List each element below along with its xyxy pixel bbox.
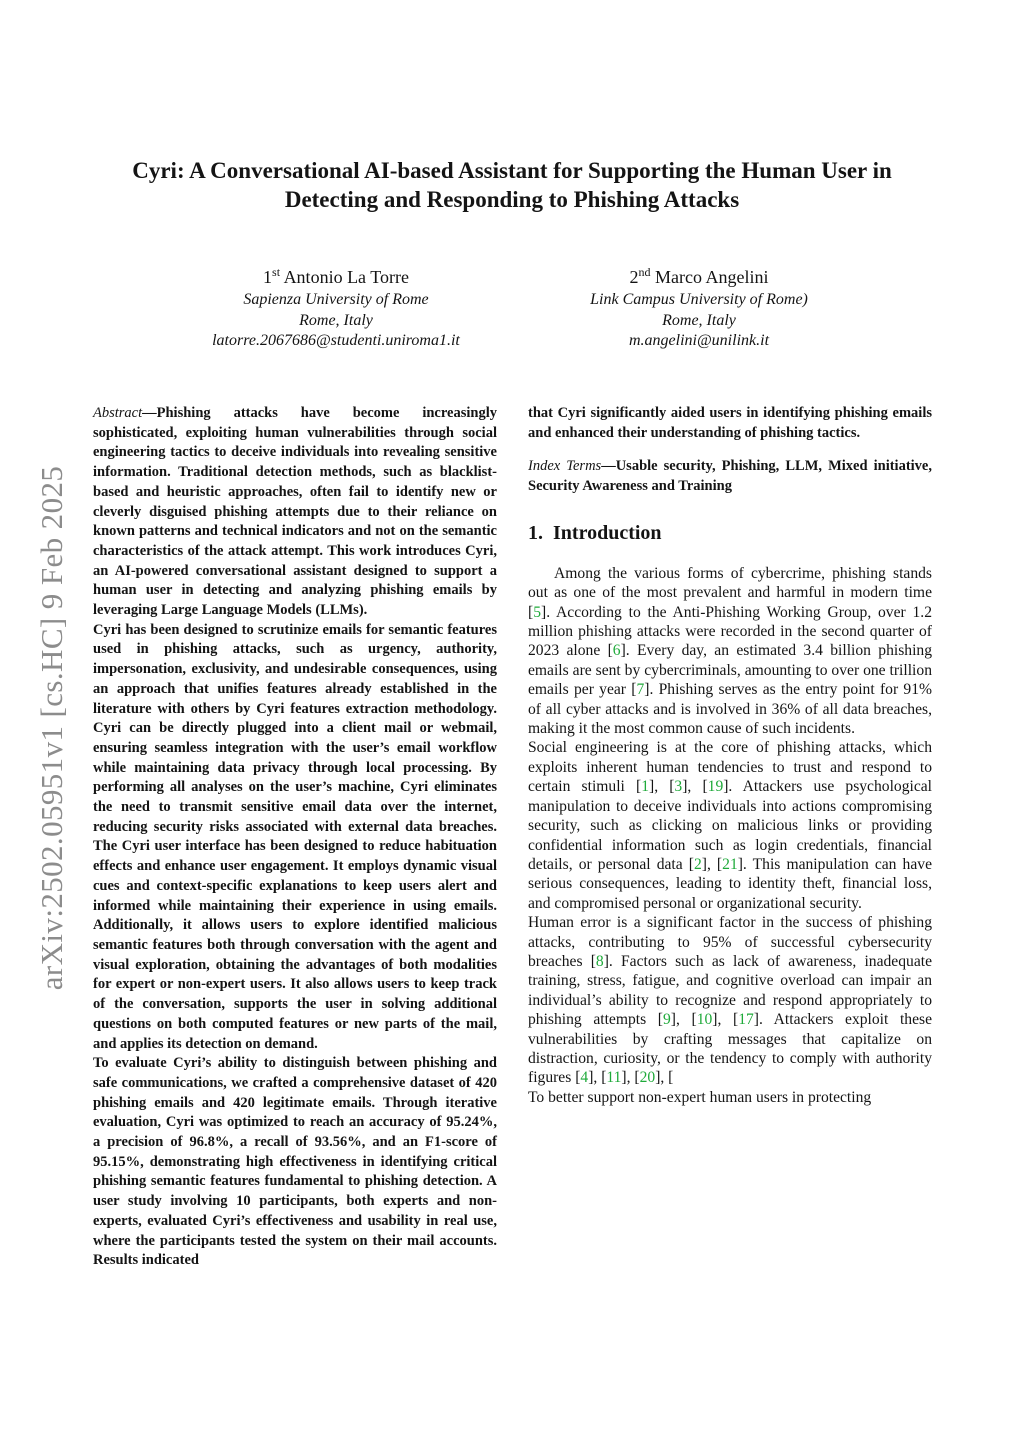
author-name-line: 1st Antonio La Torre: [263, 265, 409, 287]
section-heading: 1. Introduction: [528, 521, 662, 544]
abstract-paragraph-2: Cyri has been designed to scrutinize emails for semantic features used in phishing attacks, such as urgency, authority, impersonation, exclusivity, and undesirable consequences, using an approach that unifies features already established in the literature with others by Cyri features extraction methodology. Cyri can be directly plugged into a client mail or webmail, ensuring seamless integration with the user’s email workflow while maintaining data privacy through local processing. By performing all analyses on the user’s machine, Cyri eliminates the need to transmit sensitive email data over the internet, reducing security risks associated with external data breaches. The Cyri user interface has been designed to reduce habituation effects and enhance user engagement. It employs dynamic visual cues and context-specific explanations to keep users alert and informed while maintaining their experience in using emails. Additionally, it allows users to explore identified malicious semantic features both through conversation with the agent and visual exploration, obtaining the advantages of both modalities for expert or non-expert users. It also allows users to keep track of the conversation, supports the user in solving additional questions on both computed features or new parts of the mail, and applies its detection on demand.: [93, 621, 497, 1052]
intro-paragraph-1: Among the various forms of cybercrime, phishing stands out as one of the most prevalent and harmful in modern time [5]. According to the Anti-Phishing Working Group, over 1.2 million phishing attacks were recorded in the second quarter of 2023 alone [6]. Every day, an estimated 3.4 billion phishing emails are sent by cybercriminals, amounting to over one trillion emails per year [7]. Phishing serves as the entry point for 91% of all cyber attacks and is involved in 36% of all data breaches, making it the most common cause of such incidents.: [528, 564, 932, 738]
author-email: latorre.2067686@studenti.uniroma1.it: [212, 332, 460, 349]
author-affiliation: Sapienza University of Rome: [243, 291, 429, 308]
left-column: [93, 404, 497, 1271]
abstract-paragraph-1: Abstract—Phishing attacks have become increasingly sophisticated, exploiting human vulnerabilities through social engineering tactics to deceive individuals into revealing sensitive information. Traditional detection methods, such as blacklist-based and heuristic approaches, often fail to identify new or cleverly disguised phishing attempts due to their reliance on known patterns and technical indicators and not on the semantic characteristics of the attack attempt. This work introduces Cyri, an AI-powered conversational assistant designed to support a human user in detecting and analyzing phishing emails by leveraging Large Language Models (LLMs).: [93, 405, 497, 619]
right-column: [528, 404, 932, 1107]
abstract-paragraph-3: To evaluate Cyri’s ability to distinguish between phishing and safe communications, we crafted a comprehensive dataset of 420 phishing emails and 420 legitimate emails. Through iterative evaluation, Cyri was optimized to reach an accuracy of 95.24%, a precision of 96.8%, a recall of 93.56%, and an F1-score of 95.15%, demonstrating high effectiveness in identifying critical phishing semantic features fundamental to phishing detection. A user study involving 10 participants, both experts and non-experts, evaluated Cyri’s effectiveness and usability in real use, where the participants tested the system on their mail accounts. Results indicated: [93, 1055, 497, 1269]
author-location: Rome, Italy: [662, 311, 736, 329]
paper-title: Cyri: A Conversational AI-based Assistant for Supporting the Human User in Detecting and Responding to Phishing Attacks: [132, 158, 892, 212]
author-block-2: [519, 259, 879, 352]
arxiv-sidebar-id: arXiv:2502.05951v1 [cs.HC] 9 Feb 2025: [34, 465, 69, 991]
author-block-1: [156, 259, 516, 352]
author-location: Rome, Italy: [299, 311, 373, 329]
index-terms: Index Terms—Usable security, Phishing, LLM, Mixed initiative, Security Awareness and Training: [528, 458, 932, 495]
author-affiliation: Link Campus University of Rome): [590, 291, 808, 308]
author-name-line: 2nd Marco Angelini: [629, 265, 769, 287]
abstract-paragraph-3-continued: that Cyri significantly aided users in identifying phishing emails and enhanced their understanding of phishing tactics.: [528, 405, 932, 441]
intro-paragraph-3: Human error is a significant factor in the success of phishing attacks, contributing to 95% of successful cybersecurity breaches [8]. Factors such as lack of awareness, inadequate training, stress, fatigue, and cognitive overload can impair an individual’s ability to recognize and respond appropriately to phishing attempts [9], [10], [17]. Attackers exploit these vulnerabilities by crafting messages that capitalize on distraction, curiosity, or the tendency to comply with authority figures [4], [11], [20], [: [528, 914, 932, 1087]
intro-paragraph-4: To better support non-expert human users in protecting: [528, 1088, 872, 1106]
intro-paragraph-2: Social engineering is at the core of phishing attacks, which exploits inherent human tendencies to trust and respond to certain stimuli [1], [3], [19]. Attackers use psychological manipulation to deceive individuals into actions compromising security, such as clicking on malicious links or providing confidential information such as login credentials, financial details, or personal data [2], [21]. This manipulation can have serious consequences, leading to identity theft, financial loss, and compromised personal or organizational security.: [528, 739, 933, 912]
author-email: m.angelini@unilink.it: [628, 332, 770, 349]
